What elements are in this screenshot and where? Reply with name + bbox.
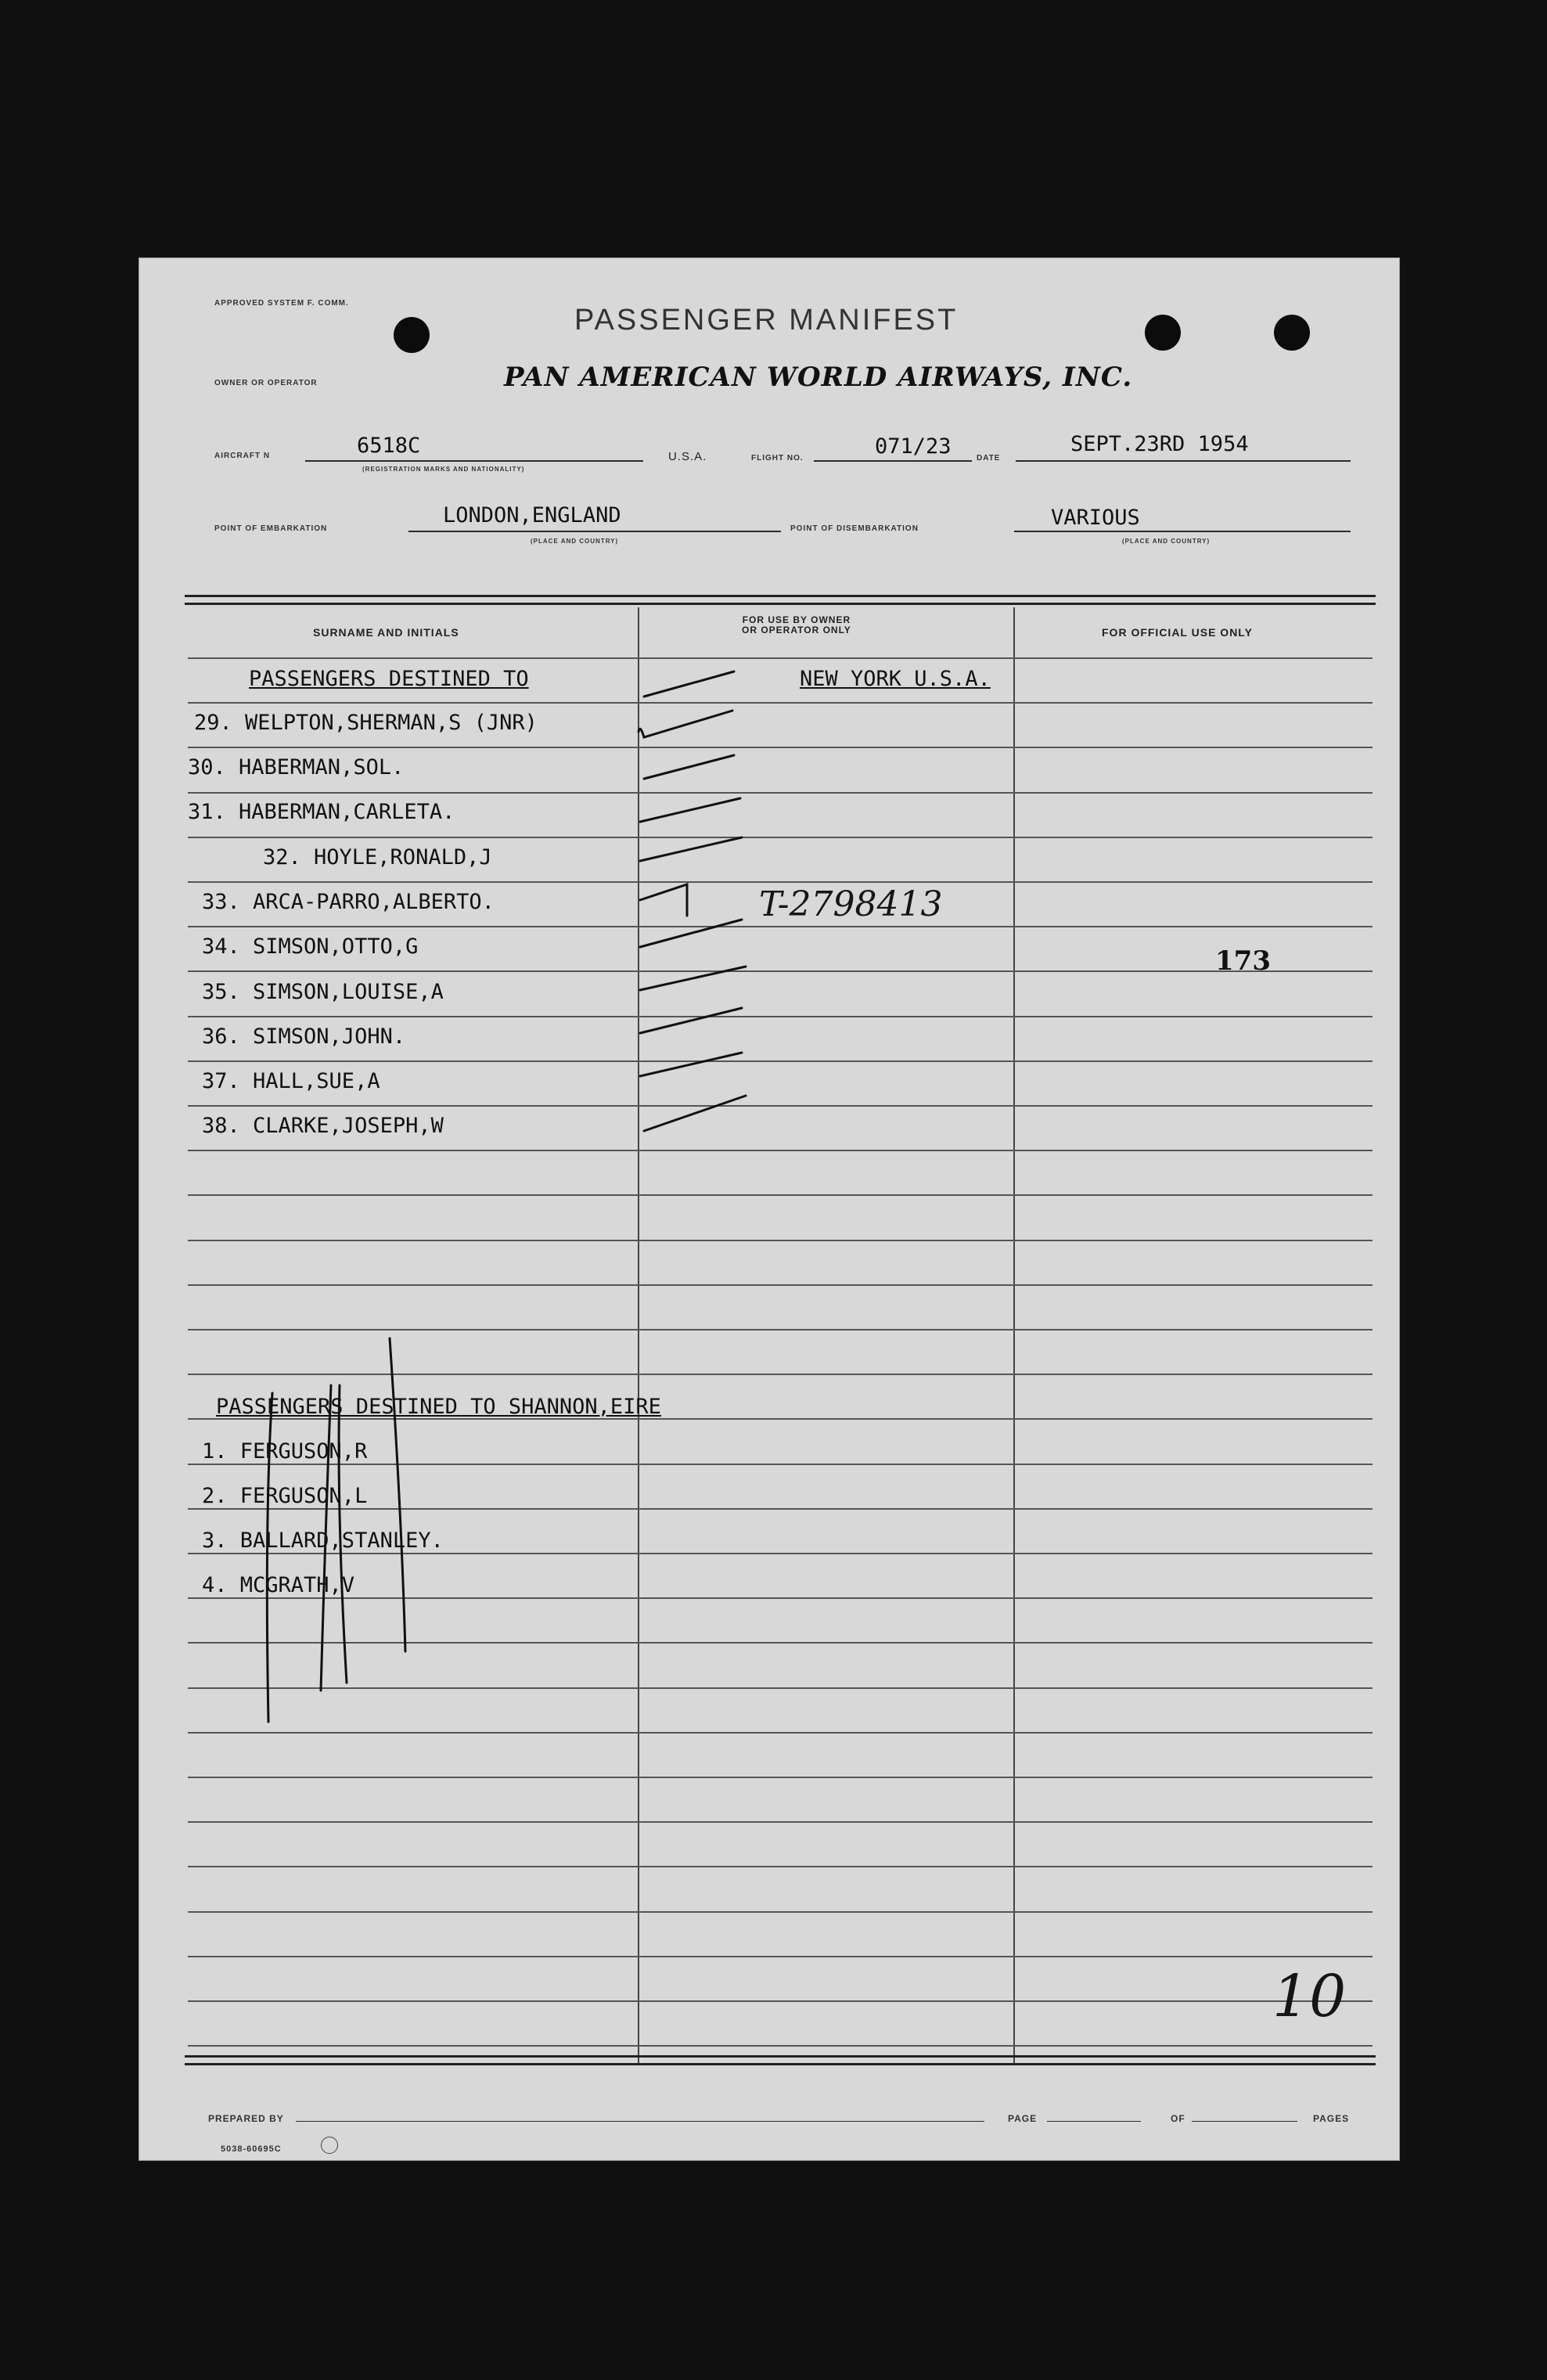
- operator-name: PAN AMERICAN WORLD AIRWAYS, INC.: [504, 362, 1133, 393]
- embarkation-label: POINT OF EMBARKATION: [214, 524, 328, 533]
- disembarkation-label: POINT OF DISEMBARKATION: [790, 524, 919, 533]
- date-label: DATE: [977, 454, 1001, 463]
- passenger-row: 2. FERGUSON,L: [202, 1484, 368, 1508]
- handwritten-page-mark: 10: [1272, 1963, 1347, 2030]
- passenger-row: 4. MCGRATH,V: [202, 1573, 355, 1597]
- pages-label: PAGES: [1313, 2113, 1350, 2124]
- form-number: 5038-60695C: [221, 2144, 282, 2154]
- disembarkation-point: VARIOUS: [1051, 506, 1140, 530]
- passenger-row: 36. SIMSON,JOHN.: [202, 1024, 406, 1049]
- passenger-row: 34. SIMSON,OTTO,G: [202, 934, 419, 959]
- column-header-operator: FOR USE BY OWNER OR OPERATOR ONLY: [742, 614, 851, 636]
- passenger-row: 30. HABERMAN,SOL.: [188, 755, 405, 780]
- passenger-row: 33. ARCA-PARRO,ALBERTO.: [202, 890, 495, 914]
- handwritten-operator-note: T-2798413: [759, 884, 943, 924]
- passenger-row: 32. HOYLE,RONALD,J: [263, 845, 492, 870]
- aircraft-number: 6518C: [357, 434, 421, 458]
- passenger-row: 3. BALLARD,STANLEY.: [202, 1528, 444, 1553]
- manifest-sheet: [139, 258, 1399, 2160]
- owner-label: OWNER OR OPERATOR: [214, 379, 318, 387]
- of-label: OF: [1171, 2113, 1185, 2124]
- group1-heading: PASSENGERS DESTINED TO: [249, 667, 529, 691]
- place-note-embark: (PLACE AND COUNTRY): [531, 538, 619, 545]
- passenger-row: 29. WELPTON,SHERMAN,S (JNR): [194, 711, 538, 735]
- passenger-row: 31. HABERMAN,CARLETA.: [188, 800, 455, 824]
- passenger-row: 1. FERGUSON,R: [202, 1439, 368, 1464]
- group2-heading: PASSENGERS DESTINED TO SHANNON,EIRE: [216, 1395, 661, 1419]
- usa-label: U.S.A.: [668, 450, 707, 463]
- flight-label: FLIGHT NO.: [751, 454, 804, 463]
- approval-stamp: APPROVED SYSTEM F. COMM.: [214, 299, 349, 308]
- column-header-official: FOR OFFICIAL USE ONLY: [1102, 626, 1253, 639]
- flight-number: 071/23: [875, 434, 952, 459]
- flight-date: SEPT.23RD 1954: [1070, 432, 1249, 456]
- passenger-row: 38. CLARKE,JOSEPH,W: [202, 1114, 444, 1138]
- official-number: 173: [1215, 945, 1271, 977]
- place-note-disembark: (PLACE AND COUNTRY): [1122, 538, 1211, 545]
- embarkation-point: LONDON,ENGLAND: [443, 503, 621, 527]
- page-label: PAGE: [1008, 2113, 1038, 2124]
- column-header-surname: SURNAME AND INITIALS: [313, 626, 459, 639]
- handwritten-marks: [139, 258, 1399, 2160]
- group1-destination: NEW YORK U.S.A.: [800, 667, 991, 691]
- prepared-label: PREPARED BY: [208, 2113, 284, 2124]
- passenger-row: 35. SIMSON,LOUISE,A: [202, 980, 444, 1004]
- form-title: PASSENGER MANIFEST: [574, 304, 959, 337]
- passenger-row: 37. HALL,SUE,A: [202, 1069, 380, 1093]
- aircraft-label: AIRCRAFT N: [214, 452, 271, 460]
- printer-seal: [321, 2137, 338, 2154]
- registration-note: (REGISTRATION MARKS AND NATIONALITY): [362, 466, 525, 473]
